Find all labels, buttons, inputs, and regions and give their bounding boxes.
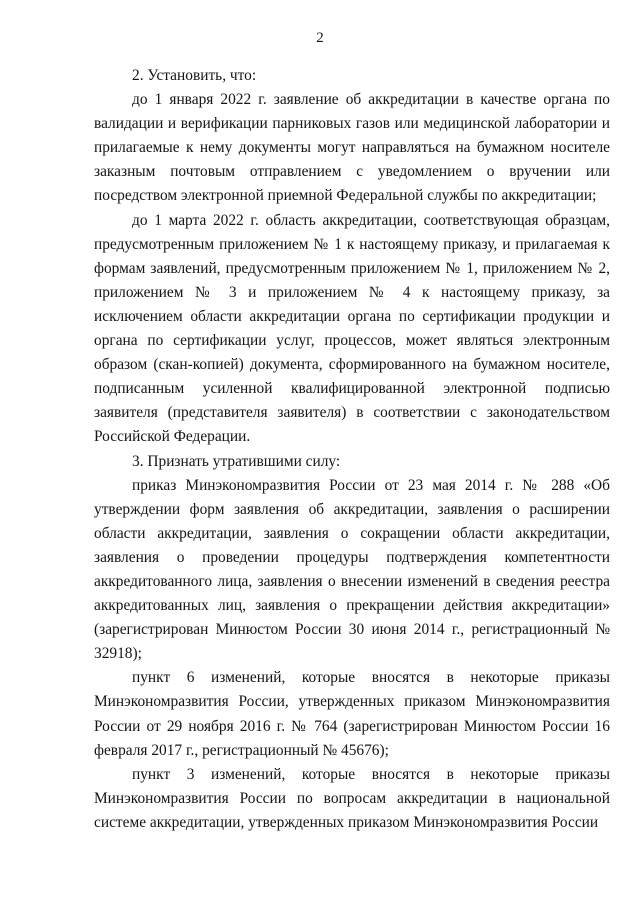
paragraph-deadline-mar-2022: до 1 марта 2022 г. область аккредитации, соответствующая образцам, предусмотренным приложением № 1 к настоящему приказу, и прилагаемая к формам заявлений, предусмотренным приложением № 1, приложением № 2, приложением № 3 и приложением № 4 к настоящему приказу, за исключением области аккредитации органа по сертификации продукции и органа по сертификации услуг, процессов, может являться электронным образом (скан-копией) документа, сформированного на бумажном носителе, подписанным усиленной квалифицированной электронной подписью заявителя (представителя заявителя) в соответствии с законодательством Российской Федерации. bbox=[94, 211, 610, 446]
paragraph-order-288: приказ Минэкономразвития России от 23 мая 2014 г. № 288 «Об утверждении форм заявления об аккредитации, заявления о расширении области аккредитации, заявления о сокращении области аккредитации, заявления о проведении процедуры подтверждения компетентности аккредитованного лица, заявления о внесении изменений в сведения реестра аккредитованных лиц, заявления о прекращении действия аккредитации» (зарегистрирован Минюстом России 30 июня 2014 г., регистрационный № 32918); bbox=[94, 476, 610, 663]
paragraph-point-3: пункт 3 изменений, которые вносятся в некоторые приказы Минэкономразвития России по вопросам аккредитации в национальной системе аккредитации, утвержденных приказом Минэкономразвития России bbox=[94, 765, 610, 831]
paragraph-item-3-heading: 3. Признать утратившими силу: bbox=[132, 452, 341, 470]
paragraph-deadline-jan-2022: до 1 января 2022 г. заявление об аккредитации в качестве органа по валидации и верификации парниковых газов или медицинской лаборатории и прилагаемые к нему документы могут направляться на бумажном носителе заказным почтовым отправлением с уведомлением о вручении или посредством электронной приемной Федеральной службы по аккредитации; bbox=[94, 91, 610, 205]
document-body bbox=[94, 64, 610, 835]
paragraph-point-6: пункт 6 изменений, которые вносятся в некоторые приказы Минэкономразвития России, утвержденных приказом Минэкономразвития России от 29 ноября 2016 г. № 764 (зарегистрирован Минюстом России 16 февраля 2017 г., регистрационный № 45676); bbox=[94, 669, 610, 759]
paragraph-item-2-heading: 2. Установить, что: bbox=[132, 67, 257, 84]
page-number: 2 bbox=[316, 30, 324, 46]
